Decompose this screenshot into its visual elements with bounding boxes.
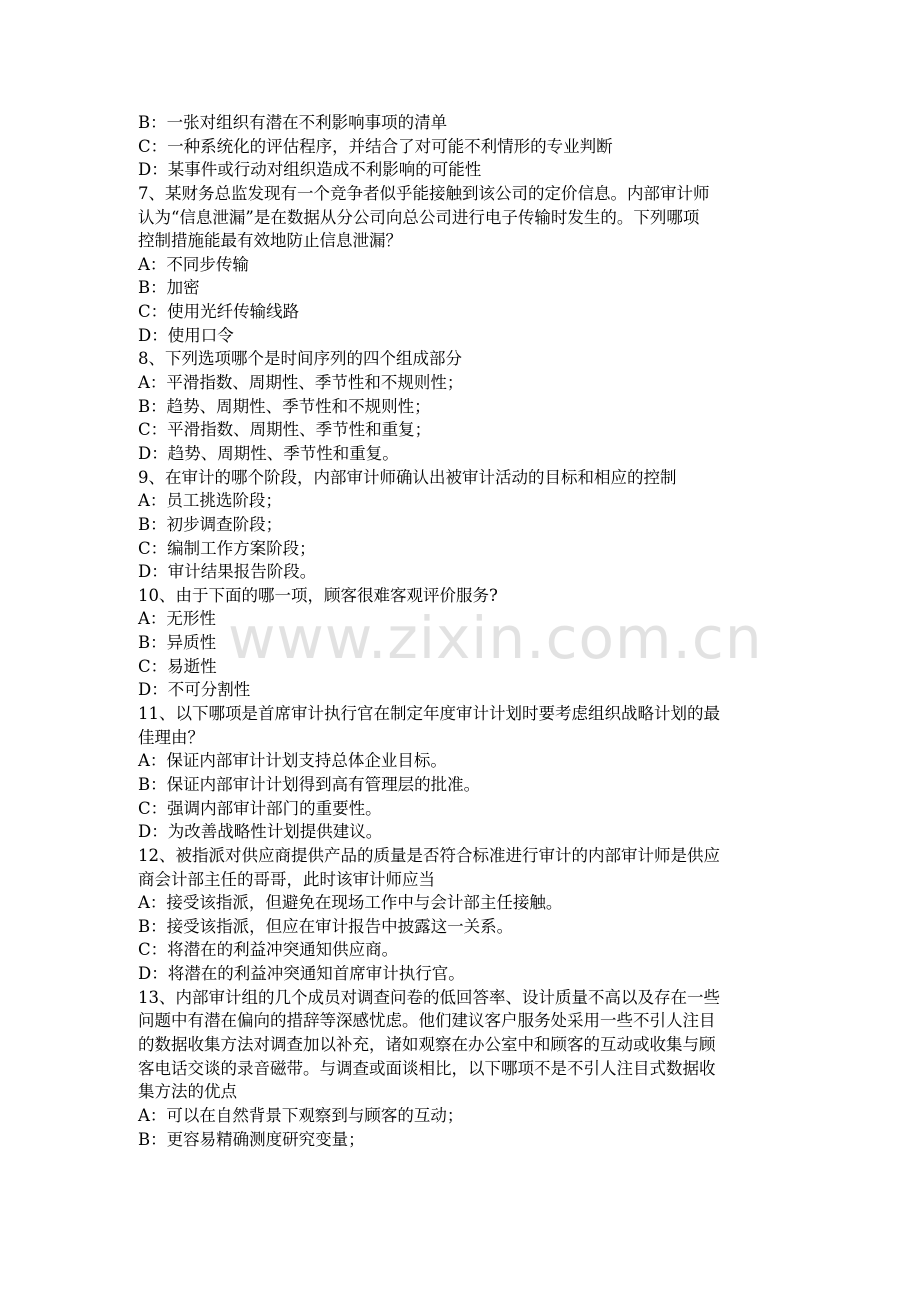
text-line: 认为“信息泄漏”是在数据从分公司向总公司进行电子传输时发生的。下列哪项 — [138, 207, 700, 227]
text-line: 控制措施能最有效地防止信息泄漏？ — [138, 231, 402, 251]
text-line: C：强调内部审计部门的重要性。 — [138, 798, 382, 818]
text-line: 10、由于下面的哪一项，顾客很难客观评价服务? — [138, 585, 498, 605]
text-line: D：将潜在的利益冲突通知首席审计执行官。 — [138, 964, 465, 984]
text-line: B：加密 — [138, 278, 200, 298]
text-line: B：异质性 — [138, 633, 217, 653]
text-line: A：接受该指派，但避免在现场工作中与会计部主任接触。 — [138, 893, 563, 913]
text-line: D：审计结果报告阶段。 — [138, 562, 317, 582]
text-line: A：员工挑选阶段； — [138, 491, 282, 511]
text-line: 11、以下哪项是首席审计执行官在制定年度审计计划时要考虑组织战略计划的最 — [138, 704, 720, 724]
text-line: B：趋势、周期性、季节性和不规则性； — [138, 396, 431, 416]
text-line: 7、某财务总监发现有一个竞争者似乎能接触到该公司的定价信息。内部审计师 — [138, 183, 710, 203]
text-line: A：保证内部审计计划支持总体企业目标。 — [138, 751, 447, 771]
document-body — [138, 111, 788, 1151]
text-line: A：可以在自然背景下观察到与顾客的互动； — [138, 1105, 464, 1125]
text-line: C：易逝性 — [138, 656, 217, 676]
text-line: D：某事件或行动对组织造成不利影响的可能性 — [138, 160, 482, 180]
text-line: B：一张对组织有潜在不利影响事项的清单 — [138, 113, 448, 132]
text-line: B：更容易精确测度研究变量； — [138, 1129, 365, 1149]
text-line: 集方法的优点 — [138, 1082, 237, 1102]
text-line: C：使用光纤传输线路 — [138, 302, 300, 322]
text-line: D：使用口令 — [138, 325, 234, 345]
text-line: D：为改善战略性计划提供建议。 — [138, 822, 383, 842]
text-line: 12、被指派对供应商提供产品的质量是否符合标准进行审计的内部审计师是供应 — [138, 845, 720, 865]
text-line: B：保证内部审计计划得到高有管理层的批准。 — [138, 774, 481, 794]
text-line: 13、内部审计组的几个成员对调查问卷的低回答率、设计质量不高以及存在一些 — [138, 987, 720, 1007]
text-line: B：接受该指派，但应在审计报告中披露这一关系。 — [138, 916, 514, 936]
watermark: www.zixin.com.cn — [228, 604, 763, 672]
text-line: C：将潜在的利益冲突通知供应商。 — [138, 940, 399, 960]
text-line: 问题中有潜在偏向的措辞等深感忧虑。他们建议客户服务处采用一些不引人注目 — [138, 1011, 716, 1031]
text-line: 8、下列选项哪个是时间序列的四个组成部分 — [138, 349, 462, 369]
text-line: B：初步调查阶段； — [138, 514, 283, 534]
text-line: C：平滑指数、周期性、季节性和重复； — [138, 420, 432, 440]
text-line: 商会计部主任的哥哥，此时该审计师应当 — [138, 869, 435, 889]
text-line: D：趋势、周期性、季节性和重复。 — [138, 443, 399, 463]
text-line: A：平滑指数、周期性、季节性和不规则性； — [138, 373, 464, 393]
text-line: 的数据收集方法对调查加以补充，诸如观察在办公室中和顾客的互动或收集与顾 — [138, 1034, 716, 1054]
text-line: C：一种系统化的评估程序，并结合了对可能不利情形的专业判断 — [138, 136, 613, 156]
text-line: D：不可分割性 — [138, 680, 251, 700]
text-line: A：无形性 — [138, 609, 216, 629]
text-line: C：编制工作方案阶段； — [138, 538, 316, 558]
text-line: 佳理由？ — [138, 727, 204, 747]
text-line: 客电话交谈的录音磁带。与调查或面谈相比，以下哪项不是不引人注目式数据收 — [138, 1058, 716, 1078]
text-line: 9、在审计的哪个阶段，内部审计师确认出被审计活动的目标和相应的控制 — [138, 467, 677, 487]
text-line: A：不同步传输 — [138, 254, 249, 274]
